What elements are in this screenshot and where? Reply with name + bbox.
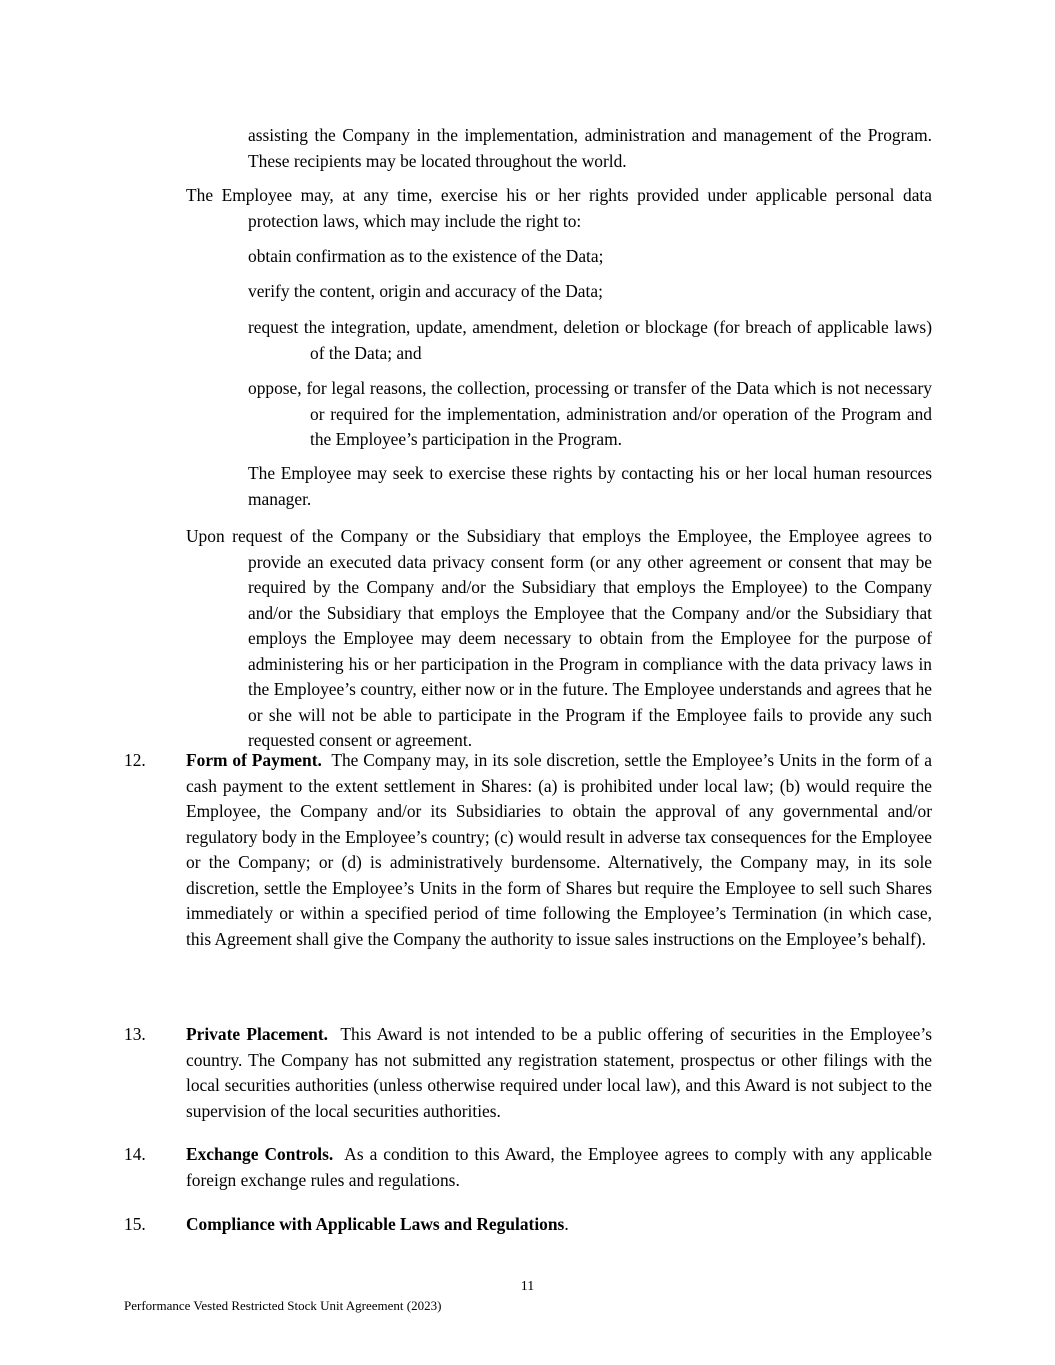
section-body — [186, 748, 932, 952]
section-text: This Award is not intended to be a public offering of securities in the Employee’s country. The Company has not submitted any registration statement, prospectus or other filings with the local securities authorities (unless otherwise required under local law), and this Award is not subject to the supervision of the local securities authorities. — [186, 1024, 932, 1121]
section-text: . — [564, 1214, 569, 1234]
section-text: The Company may, in its sole discretion, settle the Employee’s Units in the form of a cash payment to the extent settlement in Shares: (a) is prohibited under local law; (b) would require the Employee, the Company and/or its Subsidiaries to obtain the approval of any governmental and/or regulatory body in the Employee’s country; (c) would result in adverse tax consequences for the Employee or the Company; or (d) is administratively burdensome. Alternatively, the Company may, in its sole discretion, settle the Employee’s Units in the form of Shares but require the Employee to sell such Shares immediately or within a specified period of time following the Employee’s Termination (in which case, this Agreement shall give the Company the authority to issue sales instructions on the Employee’s behalf). — [186, 750, 932, 949]
section-body — [186, 1212, 932, 1238]
section-number: 12. — [124, 750, 146, 770]
section-heading: Exchange Controls. — [186, 1144, 334, 1164]
section-number: 13. — [124, 1024, 146, 1044]
section-heading: Compliance with Applicable Laws and Regulations — [186, 1214, 565, 1234]
rights-item: oppose, for legal reasons, the collection, processing or transfer of the Data which is not necessary or required for the implementation, administration and/or operation of the Program and the Employee’s participation in the Program. — [248, 378, 932, 449]
footer-document-title: Performance Vested Restricted Stock Unit Agreement (2023) — [124, 1298, 442, 1313]
section-body — [186, 1142, 932, 1193]
section-15 — [124, 1212, 932, 1238]
section-text: As a condition to this Award, the Employee agrees to comply with any applicable foreign exchange rules and regulations. — [186, 1144, 932, 1190]
section-12 — [124, 748, 932, 952]
page-number: 11 — [520, 1279, 535, 1294]
section-14 — [124, 1142, 932, 1193]
section-heading: Private Placement. — [186, 1024, 328, 1044]
rights-intro-paragraph: The Employee may, at any time, exercise his or her rights provided under applicable personal data protection laws, which may include the right to: — [186, 185, 932, 231]
section-13 — [124, 1022, 932, 1124]
section-number: 14. — [124, 1144, 146, 1164]
rights-item: request the integration, update, amendment, deletion or blockage (for breach of applicable laws) of the Data; and — [248, 317, 932, 363]
rights-item: verify the content, origin and accuracy of the Data; — [248, 281, 603, 301]
section-heading: Form of Payment. — [186, 750, 322, 770]
section-number: 15. — [124, 1214, 146, 1234]
section-body — [186, 1022, 932, 1124]
continuation-paragraph: assisting the Company in the implementation, administration and management of the Program. These recipients may be located throughout the world. — [248, 125, 932, 171]
rights-contact-paragraph: The Employee may seek to exercise these rights by contacting his or her local human resources manager. — [248, 463, 932, 509]
rights-item: obtain confirmation as to the existence of the Data; — [248, 246, 604, 266]
consent-paragraph: Upon request of the Company or the Subsidiary that employs the Employee, the Employee agrees to provide an executed data privacy consent form (or any other agreement or consent that may be required by the Company and/or the Subsidiary that employs the Employee) to the Company and/or the Subsidiary that employs the Employee that the Company and/or the Subsidiary that employs the Employee may deem necessary to obtain from the Employee for the purpose of administering his or her participation in the Program in compliance with the data privacy laws in the Employee’s country, either now or in the future. The Employee understands and agrees that he or she will not be able to participate in the Program if the Employee fails to provide any such requested consent or agreement. — [186, 526, 932, 750]
